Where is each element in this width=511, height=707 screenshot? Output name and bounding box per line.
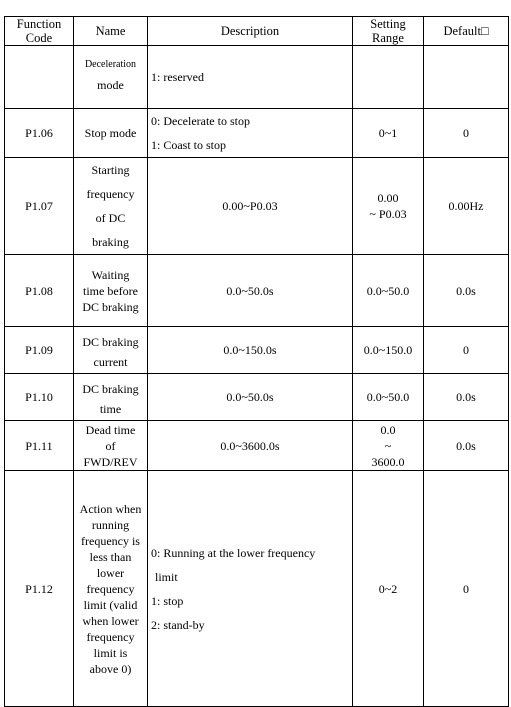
setting-line: 0.0 (380, 422, 396, 437)
setting-line: ~ (384, 438, 392, 453)
header-setting-range: Setting Range (353, 17, 424, 46)
parameter-name (74, 327, 148, 374)
name-line: Deceleration (84, 59, 137, 70)
parameter-name (74, 255, 148, 327)
parameter-description (148, 374, 353, 421)
parameter-description (148, 158, 353, 255)
setting-range: 0~1 (353, 109, 424, 158)
setting-range (353, 46, 424, 109)
table-row (5, 109, 509, 158)
function-code: P1.08 (5, 255, 74, 327)
setting-range (353, 158, 424, 255)
table-row (5, 421, 509, 471)
parameter-table (4, 16, 509, 707)
name-line: DC braking (82, 335, 139, 349)
parameter-name (74, 374, 148, 421)
parameter-description (148, 46, 353, 109)
name-line: lower (96, 565, 125, 580)
parameter-table-page (4, 16, 508, 707)
default-value: 0.0s (424, 421, 509, 471)
setting-range: 0~2 (353, 471, 424, 707)
table-row (5, 327, 509, 374)
name-line: DC braking (82, 382, 139, 396)
function-code: P1.10 (5, 374, 74, 421)
parameter-description (148, 471, 353, 707)
name-line: Action when (79, 501, 142, 516)
default-value: 0 (424, 327, 509, 374)
table-row (5, 158, 509, 255)
description-line: 0.00~P0.03 (222, 199, 278, 213)
table-row (5, 255, 509, 327)
description-line: 1: stop (151, 593, 184, 608)
setting-range: 0.0~150.0 (353, 327, 424, 374)
parameter-name (74, 109, 148, 158)
name-line: limit is (93, 645, 128, 660)
name-line: frequency is (81, 533, 140, 548)
name-line: Stop mode (84, 126, 137, 140)
description-line: 0.0~3600.0s (220, 438, 280, 453)
description-line: 0: Decelerate to stop (151, 114, 250, 128)
name-line: Dead time (85, 422, 136, 437)
parameter-description (148, 255, 353, 327)
setting-range: 0.0~50.0 (353, 374, 424, 421)
name-line: frequency (86, 581, 135, 596)
function-code: P1.07 (5, 158, 74, 255)
function-code: P1.12 (5, 471, 74, 707)
parameter-name (74, 471, 148, 707)
name-line: time (99, 402, 122, 416)
function-code: P1.09 (5, 327, 74, 374)
parameter-description (148, 327, 353, 374)
name-line: Starting (91, 163, 130, 177)
description-line: limit (155, 569, 178, 584)
description-line: 1: Coast to stop (151, 138, 227, 152)
parameter-name (74, 46, 148, 109)
header-default: Default□ (424, 17, 509, 46)
setting-range: 0.0~50.0 (353, 255, 424, 327)
setting-range (353, 421, 424, 471)
name-line: of (105, 438, 116, 453)
name-line: DC braking (82, 299, 139, 314)
function-code: P1.06 (5, 109, 74, 158)
default-value: 0.0s (424, 255, 509, 327)
header-description: Description (148, 17, 353, 46)
description-line: 0: Running at the lower frequency (151, 545, 316, 560)
description-line: 1: reserved (151, 70, 204, 84)
table-row (5, 374, 509, 421)
description-line: 0.0~150.0s (223, 343, 277, 357)
name-line: less than (89, 549, 132, 564)
header-function-code: Function Code (5, 17, 74, 46)
name-line: of DC (95, 211, 126, 225)
name-line: when lower (82, 613, 139, 628)
default-value (424, 46, 509, 109)
name-line: frequency (86, 629, 135, 644)
name-line: braking (92, 235, 129, 249)
parameter-description (148, 109, 353, 158)
name-line: frequency (86, 187, 135, 201)
table-row (5, 46, 509, 109)
parameter-description (148, 421, 353, 471)
default-value: 0.0s (424, 374, 509, 421)
name-line: running (91, 517, 130, 532)
header-name: Name (74, 17, 148, 46)
name-line: FWD/REV (83, 454, 138, 469)
setting-line: 0.00 (377, 191, 399, 205)
description-line: 0.0~50.0s (226, 390, 274, 404)
setting-line: 3600.0 (371, 454, 405, 469)
setting-line: ~ P0.03 (369, 207, 407, 221)
function-code: P1.11 (5, 421, 74, 471)
name-line: mode (97, 78, 124, 92)
default-value: 0 (424, 109, 509, 158)
name-line: above 0) (89, 661, 132, 676)
table-header-row (5, 17, 509, 46)
default-value: 0 (424, 471, 509, 707)
parameter-name (74, 158, 148, 255)
name-line: current (93, 355, 128, 369)
name-line: time before (83, 283, 138, 298)
description-line: 2: stand-by (151, 617, 205, 632)
description-line: 0.0~50.0s (226, 283, 274, 298)
table-row (5, 471, 509, 707)
function-code (5, 46, 74, 109)
name-line: Waiting (91, 267, 130, 282)
parameter-name (74, 421, 148, 471)
name-line: limit (valid (83, 597, 138, 612)
default-value: 0.00Hz (424, 158, 509, 255)
